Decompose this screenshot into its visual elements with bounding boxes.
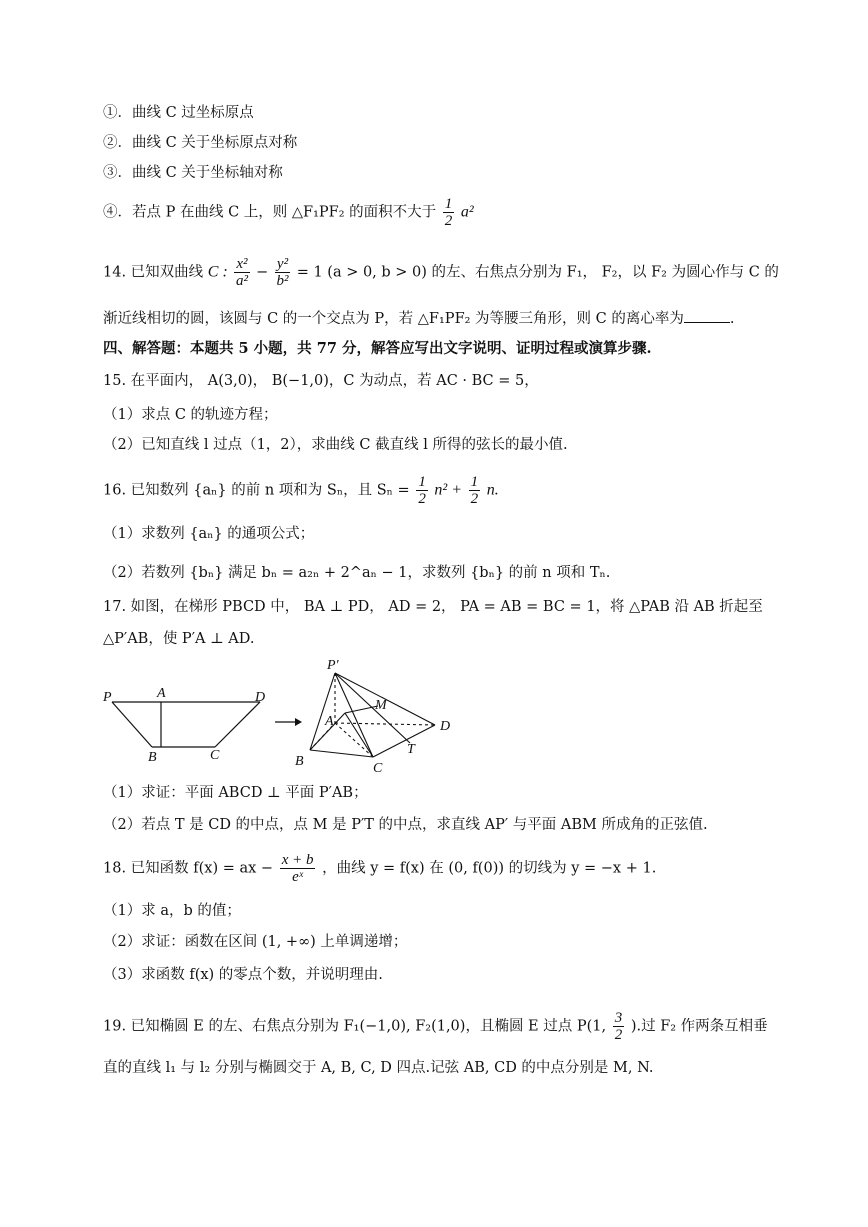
q14-fx-den: a² [235, 273, 248, 289]
statement-4-text: ④．若点 P 在曲线 C 上，则 △F₁PF₂ 的面积不大于 [103, 204, 437, 221]
q19-stem-2: 直的直线 l₁ 与 l₂ 分别与椭圆交于 A, B, C, D 四点.记弦 AB, CD 的中点分别是 M, N. [103, 1060, 654, 1076]
statement-4 [103, 196, 474, 229]
q18-stem-tail: ，曲线 y = f(x) 在 (0, f(0)) 的切线为 y = −x + 1. [322, 860, 657, 877]
q16-frac-1 [416, 474, 428, 507]
q14-fx-num: x² [236, 256, 248, 272]
section-4-heading: 四、解答题：本题共 5 小题，共 77 分，解答应写出文字说明、证明过程或演算步骤. [103, 340, 652, 357]
q17-stem-1: 17. 如图，在梯形 PBCD 中， BA ⊥ PD， AD = 2， PA = AB = BC = 1，将 △PAB 沿 AB 折起至 [103, 599, 763, 615]
q16-part-2: （2）若数列 {bₙ} 满足 bₙ = a₂ₙ + 2^aₙ − 1，求数列 {bₙ} 的前 n 项和 Tₙ. [103, 565, 611, 581]
trapezoid-figure [112, 702, 260, 747]
q17-part-1: （1）求证：平面 ABCD ⊥ 平面 P′AB； [103, 785, 368, 801]
label-C-3d: C [373, 761, 383, 776]
q14-fy-num: y² [276, 256, 289, 272]
q16-stem-text: 16. 已知数列 {aₙ} 的前 n 项和为 Sₙ，且 Sₙ = [103, 482, 410, 499]
q16-tail: n. [486, 481, 499, 499]
q18-stem [103, 852, 656, 885]
q14-curve-name: C : [207, 263, 228, 281]
q18-frac-den: eˣ [292, 869, 304, 885]
q19-stem-tail: ).过 F₂ 作两条互相垂 [630, 1018, 768, 1035]
q18-stem-text: 18. 已知函数 f(x) = ax − [103, 860, 274, 877]
q18-fraction [280, 852, 316, 885]
q14-frac-x [234, 256, 249, 289]
q17-stem-2: △P′AB，使 P′A ⊥ AD. [103, 631, 255, 647]
statement-1: ①．曲线 C 过坐标原点 [103, 105, 254, 121]
statement-3: ③．曲线 C 关于坐标轴对称 [103, 165, 283, 181]
q19-fraction [613, 1010, 625, 1043]
q19-frac-num: 3 [614, 1010, 623, 1026]
q15-part-1: （1）求点 C 的轨迹方程； [103, 407, 278, 423]
label-M: M [375, 698, 387, 713]
q14-line2-end: . [729, 311, 735, 327]
q14-frac-y [275, 256, 290, 289]
q19-stem-1 [103, 1010, 768, 1043]
q14-intro: 14. 已知双曲线 [103, 264, 204, 281]
q14-line2-text: 渐近线相切的圆，该圆与 C 的一个交点为 P，若 △F₁PF₂ 为等腰三角形，则 C 的离心率为 [103, 311, 684, 327]
label-B-3d: B [295, 754, 304, 769]
label-A: A [157, 686, 166, 701]
answer-blank[interactable] [684, 308, 730, 323]
q19-frac-den: 2 [614, 1027, 623, 1043]
arrow-icon [275, 718, 302, 726]
q15-stem: 15. 在平面内， A(3,0)， B(−1,0)，C 为动点，若 AC · BC = 5， [103, 373, 539, 389]
q14-minus: − [256, 264, 269, 281]
label-A-3d: A [325, 714, 334, 729]
q16-frac-2 [469, 474, 481, 507]
q17-figure [95, 655, 475, 780]
q14-line2 [103, 308, 734, 330]
q17-part-2: （2）若点 T 是 CD 的中点，点 M 是 P′T 的中点，求直线 AP′ 与平面 ABM 所成角的正弦值. [103, 817, 708, 833]
q16-part-1: （1）求数列 {aₙ} 的通项公式； [103, 526, 315, 542]
label-P: P [103, 690, 112, 705]
label-D-3d: D [440, 719, 451, 734]
statement-4-tail: a² [460, 203, 474, 221]
label-T: T [407, 742, 415, 757]
q15-part-2: （2）已知直线 l 过点（1，2），求曲线 C 截直线 l 所得的弦长的最小值. [103, 437, 568, 453]
statement-2: ②．曲线 C 关于坐标原点对称 [103, 135, 298, 151]
statement-4-frac-den: 2 [444, 213, 453, 229]
statement-4-frac-num: 1 [444, 196, 453, 212]
q16-f1-num: 1 [418, 474, 426, 490]
q18-part-1: （1）求 a，b 的值； [103, 903, 241, 919]
label-D: D [255, 690, 266, 705]
q16-f2-den: 2 [470, 491, 479, 507]
q16-f2-num: 1 [470, 474, 479, 490]
q18-part-2: （2）求证：函数在区间 (1, +∞) 上单调递增； [103, 934, 408, 950]
q16-stem [103, 474, 499, 507]
label-P-prime: P′ [327, 658, 339, 673]
label-C: C [210, 748, 220, 763]
q16-f1-den: 2 [418, 491, 426, 507]
q19-stem-text: 19. 已知椭圆 E 的左、右焦点分别为 F₁(−1,0), F₂(1,0)，且椭圆 E 过点 P(1, [103, 1018, 607, 1035]
q18-frac-num: x + b [281, 852, 314, 868]
q18-part-3: （3）求函数 f(x) 的零点个数，并说明理由. [103, 967, 383, 983]
q14-rest: = 1 (a > 0, b > 0) 的左、右焦点分别为 F₁， F₂，以 F₂ 为圆心作与 C 的 [296, 264, 779, 281]
q14-fy-den: b² [276, 273, 289, 289]
label-B: B [148, 750, 157, 765]
q14-line1 [103, 256, 779, 289]
statement-4-fraction [443, 196, 455, 229]
q16-mid: n² + [434, 481, 463, 499]
